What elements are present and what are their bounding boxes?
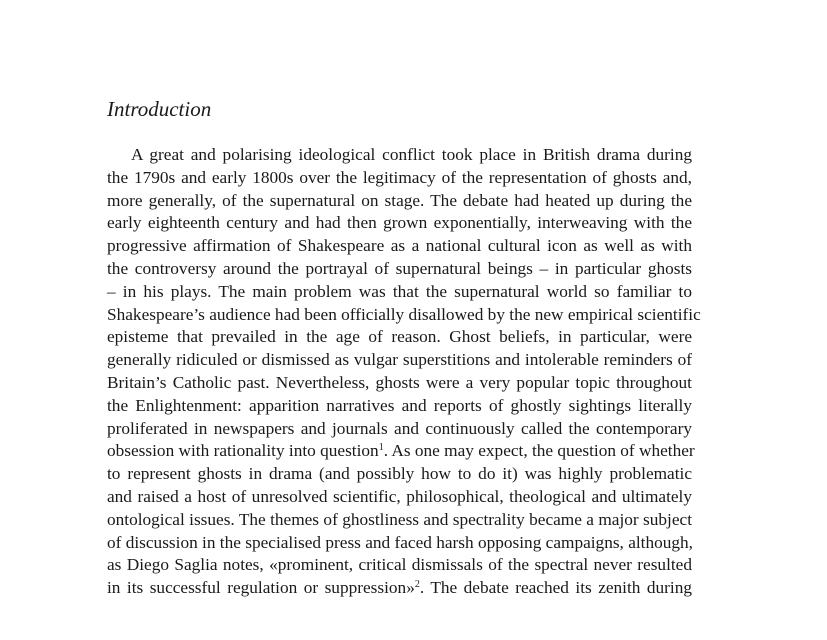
text-line: ontological issues. The themes of ghostliness and spectrality became a major subject (107, 509, 692, 529)
text-line: the Enlightenment: apparition narratives and reports of ghostly sightings literally (107, 395, 692, 415)
text-line: to represent ghosts in drama (and possibly how to do it) was highly problematic (107, 464, 692, 484)
text-line-with-footnote (107, 440, 695, 463)
text-line: as Diego Saglia notes, «prominent, critical dismissals of the spectral never resulted (107, 555, 692, 575)
text-line: proliferated in newspapers and journals and continuously called the contemporary (107, 418, 692, 438)
section-heading: Introduction (107, 97, 212, 121)
text-line: Britain’s Catholic past. Nevertheless, ghosts were a very popular topic throughout (107, 372, 692, 392)
footnote-marker[interactable]: 2 (414, 579, 420, 591)
text-segment: in its successful regulation or suppression» (107, 578, 415, 598)
footnote-marker[interactable]: 1 (378, 442, 384, 454)
text-segment: obsession with rationality into question (107, 441, 379, 461)
text-line: the 1790s and early 1800s over the legitimacy of the representation of ghosts and, (107, 167, 692, 187)
text-line: of discussion in the specialised press and faced harsh opposing campaigns, although, (107, 532, 693, 552)
text-line: and raised a host of unresolved scientific, philosophical, theological and ultimately (107, 486, 692, 506)
text-line-with-footnote (107, 577, 692, 600)
text-segment: . As one may expect, the question of whether (383, 441, 695, 461)
text-line: the controversy around the portrayal of supernatural beings – in particular ghosts (107, 258, 692, 278)
text-line: – in his plays. The main problem was that the supernatural world so familiar to (107, 281, 692, 301)
text-line: Shakespeare’s audience had been officially disallowed by the new empirical scientific (107, 304, 701, 324)
text-line: generally ridiculed or dismissed as vulgar superstitions and intolerable reminders of (107, 350, 692, 370)
text-line: more generally, of the supernatural on stage. The debate had heated up during the (107, 190, 692, 210)
text-line: A great and polarising ideological conflict took place in British drama during (131, 145, 692, 164)
text-line: episteme that prevailed in the age of reason. Ghost beliefs, in particular, were (107, 327, 692, 347)
body-paragraph (107, 144, 701, 600)
text-segment: . The debate reached its zenith during (419, 578, 692, 598)
text-line: progressive affirmation of Shakespeare as a national cultural icon as well as with (107, 236, 692, 256)
text-line: early eighteenth century and had then grown exponentially, interweaving with the (107, 213, 692, 233)
